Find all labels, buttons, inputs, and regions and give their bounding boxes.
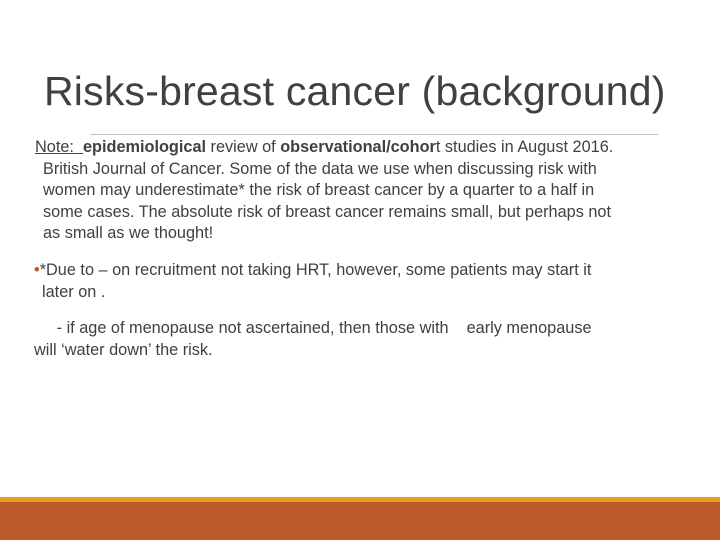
bullet-line-1: •*Due to – on recruitment not taking HRT, however, some patients may start it bbox=[34, 261, 592, 279]
note-line-5: as small as we thought! bbox=[43, 224, 214, 242]
slide-title: Risks-breast cancer (background) bbox=[44, 68, 666, 114]
note-text-2: t studies in August 2016. bbox=[435, 138, 614, 156]
note-paragraph bbox=[35, 137, 685, 245]
note-line-3: women may underestimate* the risk of breast cancer by a quarter to a half in bbox=[43, 181, 595, 199]
note-line-2: British Journal of Cancer. Some of the data we use when discussing risk with bbox=[43, 159, 597, 178]
note-line-1 bbox=[35, 137, 685, 159]
dash-paragraph bbox=[34, 318, 694, 361]
dash-line-2: will ‘water down’ the risk. bbox=[34, 340, 213, 359]
note-bold-observational: observational/cohor bbox=[280, 138, 436, 156]
dash-line-1: - if age of menopause not ascertained, then those with early menopause bbox=[34, 319, 592, 337]
bullet-line-2: later on . bbox=[42, 282, 106, 301]
note-label: Note: bbox=[35, 138, 74, 156]
footer-bar bbox=[0, 502, 720, 540]
bullet-paragraph bbox=[34, 260, 694, 303]
note-bold-epidemiological: epidemiological bbox=[82, 138, 207, 156]
bullet-marker: • bbox=[34, 261, 40, 279]
title-underline-rule bbox=[90, 134, 658, 135]
note-line-4: some cases. The absolute risk of breast cancer remains small, but perhaps not bbox=[43, 202, 612, 221]
note-text-1: review of bbox=[206, 138, 281, 156]
